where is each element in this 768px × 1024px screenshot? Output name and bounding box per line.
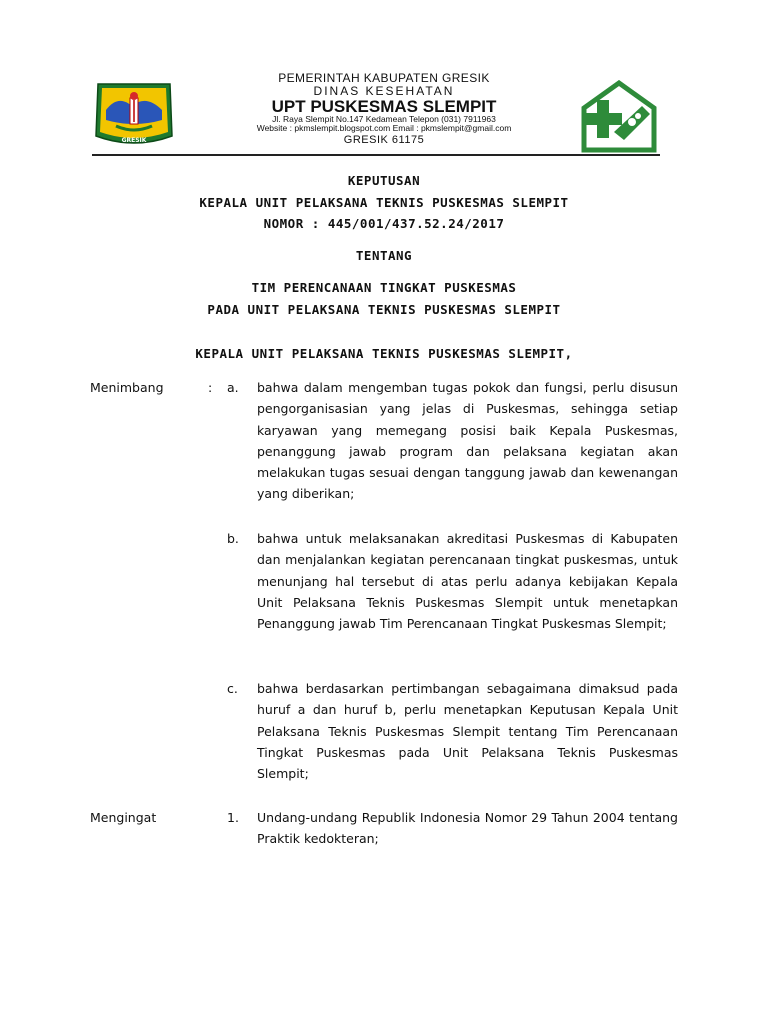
about-label: TENTANG bbox=[355, 248, 413, 263]
menimbang-item-a-marker: a. bbox=[227, 380, 239, 395]
decree-official: KEPALA UNIT PELAKSANA TEKNIS PUSKESMAS SLEMPIT, bbox=[195, 346, 573, 361]
letterhead-city: GRESIK 61175 bbox=[343, 134, 425, 146]
menimbang-label: Menimbang bbox=[90, 380, 164, 395]
letterhead-divider bbox=[92, 154, 660, 156]
mengingat-item-1-text: Undang-undang Republik Indonesia Nomor 29 Tahun 2004 tentang Praktik kedokteran; bbox=[257, 810, 678, 847]
letterhead-address: Jl. Raya Slempit No.147 Kedamean Telepon (031) 7911963 bbox=[272, 114, 496, 124]
decree-issuer: KEPALA UNIT PELAKSANA TEKNIS PUSKESMAS SLEMPIT bbox=[199, 195, 569, 210]
menimbang-item-b-marker: b. bbox=[227, 531, 239, 546]
mengingat-label: Mengingat bbox=[90, 810, 157, 825]
decree-subject-line1: TIM PERENCANAAN TINGKAT PUSKESMAS bbox=[251, 280, 517, 295]
menimbang-item-b-text: bahwa untuk melaksanakan akreditasi Puskesmas di Kabupaten dan menjalankan kegiatan perencanaan tingkat puskesmas, untuk menunjang hal tersebut di atas perlu adanya kebijakan Kepala Unit Pelaksana Teknis Puskesmas Slempit untuk menetapkan Penanggung jawab Tim Perencanaan Tingkat Puskesmas Slempit; bbox=[257, 531, 678, 632]
gresik-logo-text: GRESIK bbox=[121, 137, 147, 144]
letterhead-department: DINAS KESEHATAN bbox=[313, 84, 455, 98]
menimbang-item-c-marker: c. bbox=[227, 681, 238, 696]
letterhead-government: PEMERINTAH KABUPATEN GRESIK bbox=[278, 71, 490, 85]
decree-heading: KEPUTUSAN bbox=[347, 173, 421, 188]
letterhead-institution: UPT PUSKESMAS SLEMPIT bbox=[271, 97, 497, 116]
menimbang-item-c-text: bahwa berdasarkan pertimbangan sebagaimana dimaksud pada huruf a dan huruf b, perlu menetapkan Keputusan Kepala Unit Pelaksana Teknis Puskesmas Slempit tentang Tim Perencanaan Tingkat Puskesmas pada Unit Pelaksana Teknis Puskesmas Slempit; bbox=[257, 681, 678, 782]
menimbang-item-a-text: bahwa dalam mengemban tugas pokok dan fungsi, perlu disusun pengorganisasian yang jelas di Puskesmas, sehingga setiap karyawan yang memegang posisi baik Kepala Puskesmas, penanggung jawab program dan pelaksana kegiatan akan melakukan tugas sesuai dengan tanggung jawab dan kewenangan yang diberikan; bbox=[257, 380, 678, 502]
letterhead-web-email: Website : pkmslempit.blogspot.com Email : pkmslempit@gmail.com bbox=[256, 123, 512, 133]
puskesmas-logo bbox=[580, 80, 658, 154]
decree-subject-line2: PADA UNIT PELAKSANA TEKNIS PUSKESMAS SLEMPIT bbox=[207, 302, 561, 317]
menimbang-colon: : bbox=[208, 380, 213, 395]
mengingat-item-1-marker: 1. bbox=[227, 810, 239, 825]
decree-number: NOMOR : 445/001/437.52.24/2017 bbox=[263, 216, 505, 231]
gresik-regency-logo bbox=[92, 76, 176, 152]
